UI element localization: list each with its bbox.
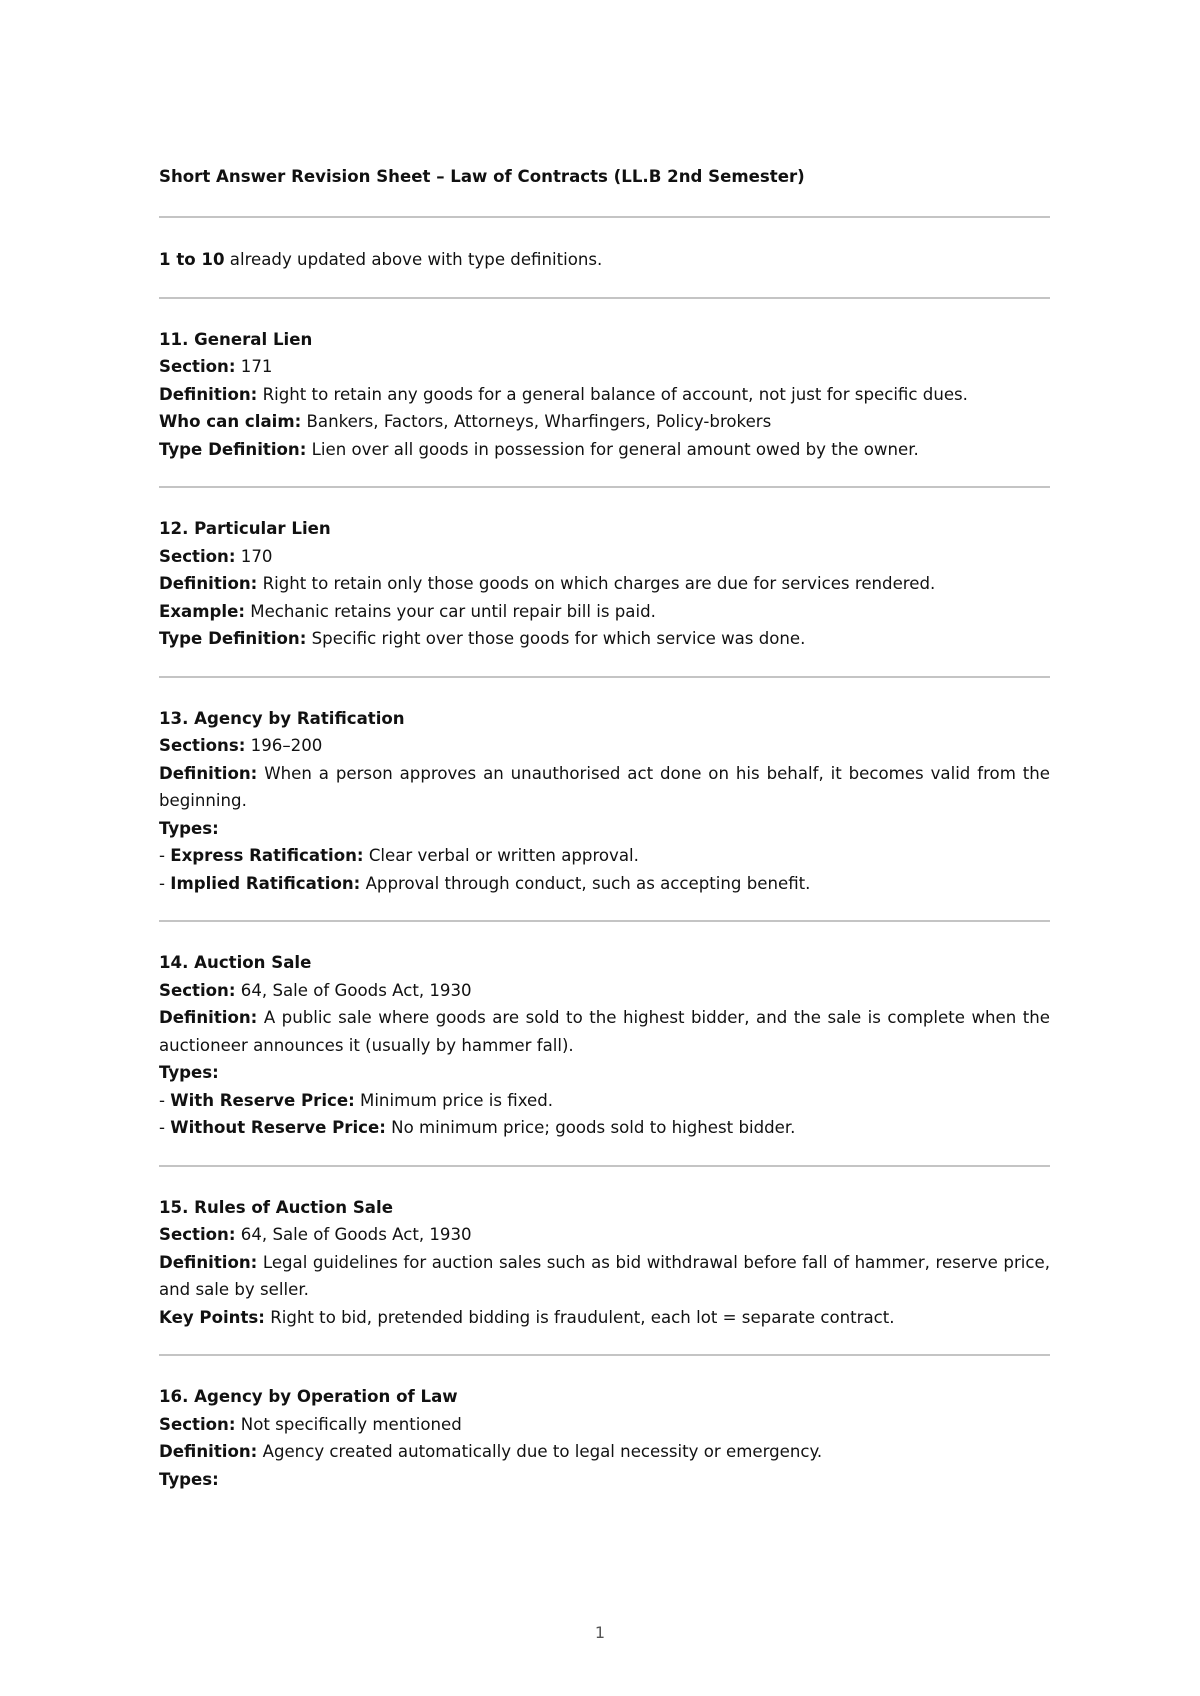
section-line bbox=[159, 381, 1050, 409]
section-line bbox=[159, 1059, 1050, 1087]
line-text: Legal guidelines for auction sales such as bid withdrawal before fall of hammer, reserve price, and sale by seller. bbox=[159, 1252, 1050, 1299]
line-label: Implied Ratification: bbox=[170, 873, 361, 893]
section-heading: 13. Agency by Ratification bbox=[159, 708, 405, 728]
section-line bbox=[159, 353, 1050, 381]
line-text: 64, Sale of Goods Act, 1930 bbox=[235, 980, 472, 1000]
line-label: Section: bbox=[159, 1225, 236, 1244]
section-line bbox=[159, 1221, 1050, 1249]
line-text: Approval through conduct, such as accepting benefit. bbox=[360, 873, 811, 893]
line-label: Without Reserve Price: bbox=[170, 1118, 386, 1137]
line-label: Section: bbox=[159, 1414, 236, 1434]
section-heading: 14. Auction Sale bbox=[159, 953, 312, 972]
line-label: Key Points: bbox=[159, 1307, 265, 1327]
section-line bbox=[159, 598, 1050, 626]
section-line bbox=[159, 543, 1050, 571]
line-label: Section: bbox=[159, 357, 236, 376]
section-line bbox=[159, 977, 1050, 1005]
section-line bbox=[159, 408, 1050, 436]
section-line bbox=[159, 1249, 1050, 1304]
section-general-lien bbox=[159, 326, 1050, 464]
line-prefix: - bbox=[159, 846, 171, 865]
line-text: Right to bid, pretended bidding is fraudulent, each lot = separate contract. bbox=[264, 1307, 895, 1327]
line-label: Express Ratification: bbox=[170, 846, 364, 865]
section-line bbox=[159, 1466, 1050, 1494]
line-text: Not specifically mentioned bbox=[235, 1414, 462, 1434]
section-heading: 16. Agency by Operation of Law bbox=[159, 1387, 458, 1406]
line-label: Types: bbox=[159, 818, 219, 838]
line-label: Definition: bbox=[159, 763, 258, 783]
section-line bbox=[159, 1411, 1050, 1439]
section-line bbox=[159, 570, 1050, 598]
intro-line bbox=[159, 246, 1050, 274]
line-text: 171 bbox=[235, 357, 273, 376]
line-text: 170 bbox=[235, 546, 273, 566]
section-line bbox=[159, 1304, 1050, 1332]
intro-text: already updated above with type definitions. bbox=[224, 250, 603, 269]
section-heading: 12. Particular Lien bbox=[159, 519, 331, 538]
section-auction-sale bbox=[159, 949, 1050, 1142]
line-text: 64, Sale of Goods Act, 1930 bbox=[235, 1225, 472, 1244]
line-prefix: - bbox=[159, 1090, 171, 1110]
line-text: Minimum price is fixed. bbox=[354, 1090, 554, 1110]
line-label: Sections: bbox=[159, 736, 246, 755]
line-label: Who can claim: bbox=[159, 412, 302, 431]
line-text: Mechanic retains your car until repair bill is paid. bbox=[244, 601, 656, 621]
line-text: 196–200 bbox=[245, 736, 323, 755]
section-agency-by-operation-of-law bbox=[159, 1383, 1050, 1493]
document-page bbox=[159, 163, 1050, 1493]
document-title: Short Answer Revision Sheet – Law of Contracts (LL.B 2nd Semester) bbox=[159, 167, 805, 186]
section-line bbox=[159, 842, 1050, 870]
section-line bbox=[159, 436, 1050, 464]
section-particular-lien bbox=[159, 515, 1050, 653]
line-text: Lien over all goods in possession for general amount owed by the owner. bbox=[306, 439, 919, 459]
line-text: Clear verbal or written approval. bbox=[363, 846, 639, 865]
section-rules-of-auction-sale bbox=[159, 1194, 1050, 1332]
line-text: Bankers, Factors, Attorneys, Wharfingers, Policy-brokers bbox=[301, 412, 772, 431]
line-label: Section: bbox=[159, 546, 236, 566]
section-line bbox=[159, 1438, 1050, 1466]
line-label: Types: bbox=[159, 1063, 219, 1082]
line-text: Right to retain only those goods on which charges are due for services rendered. bbox=[257, 574, 936, 593]
line-label: Type Definition: bbox=[159, 439, 307, 459]
section-line bbox=[159, 1004, 1050, 1059]
line-label: Section: bbox=[159, 980, 236, 1000]
section-heading: 15. Rules of Auction Sale bbox=[159, 1197, 393, 1217]
section-heading: 11. General Lien bbox=[159, 329, 313, 349]
section-line bbox=[159, 625, 1050, 653]
section-line bbox=[159, 732, 1050, 760]
page-number: 1 bbox=[594, 1623, 606, 1642]
line-text: A public sale where goods are sold to the highest bidder, and the sale is complete when the auctioneer announces it (usually by hammer fall). bbox=[159, 1008, 1050, 1055]
line-label: Definition: bbox=[159, 1252, 258, 1272]
line-label: Definition: bbox=[159, 1442, 258, 1461]
line-label: Definition: bbox=[159, 574, 258, 593]
line-text: Specific right over those goods for which service was done. bbox=[306, 629, 806, 648]
section-line bbox=[159, 1114, 1050, 1142]
line-label: Definition: bbox=[159, 384, 258, 404]
line-label: Definition: bbox=[159, 1008, 258, 1027]
intro-bold: 1 to 10 bbox=[159, 250, 225, 269]
line-text: No minimum price; goods sold to highest bidder. bbox=[385, 1118, 796, 1137]
line-text: Agency created automatically due to legal necessity or emergency. bbox=[257, 1442, 823, 1461]
line-label: With Reserve Price: bbox=[170, 1090, 355, 1110]
section-agency-by-ratification bbox=[159, 705, 1050, 898]
line-text: When a person approves an unauthorised act done on his behalf, it becomes valid from the beginning. bbox=[159, 763, 1050, 810]
section-line bbox=[159, 815, 1050, 843]
section-line bbox=[159, 870, 1050, 898]
section-line bbox=[159, 760, 1050, 815]
line-label: Types: bbox=[159, 1469, 219, 1489]
line-label: Type Definition: bbox=[159, 629, 307, 648]
line-label: Example: bbox=[159, 601, 245, 621]
line-prefix: - bbox=[159, 873, 171, 893]
line-text: Right to retain any goods for a general balance of account, not just for specific dues. bbox=[257, 384, 968, 404]
section-line bbox=[159, 1087, 1050, 1115]
line-prefix: - bbox=[159, 1118, 171, 1137]
